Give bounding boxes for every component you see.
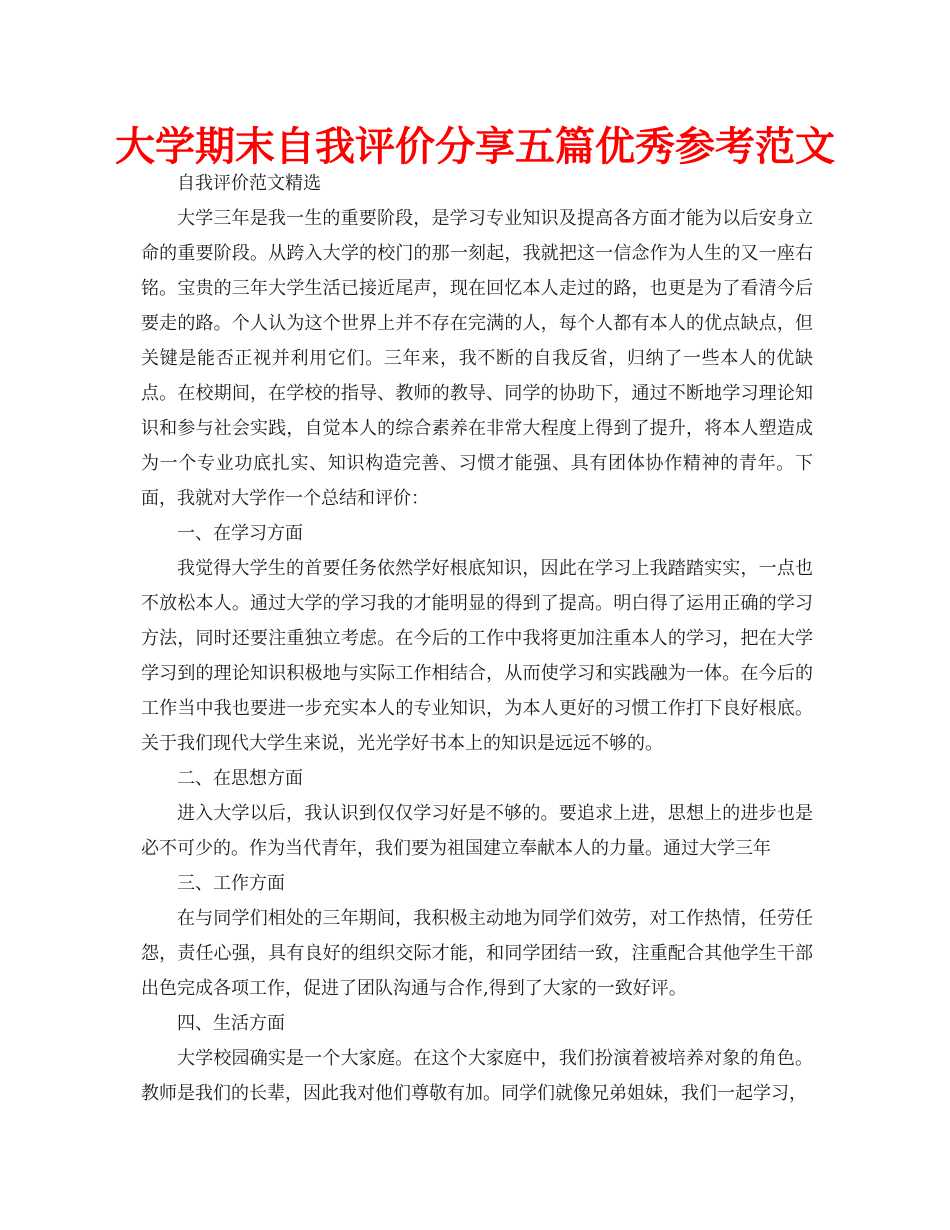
document-body	[141, 166, 813, 1111]
paragraph-study: 我觉得大学生的首要任务依然学好根底知识，因此在学习上我踏踏实实，一点也不放松本人。通过大学的学习我的才能明显的得到了提高。明白得了运用正确的学习方法，同时还要注重独立考虑。在今后的工作中我将更加注重本人的学习，把在大学学习到的理论知识积极地与实际工作相结合，从而使学习和实践融为一体。在今后的工作当中我也要进一步充实本人的专业知识，为本人更好的习惯工作打下良好根底。关于我们现代大学生来说，光光学好书本上的知识是远远不够的。	[141, 558, 813, 754]
heading-thought: 二、在思想方面	[177, 768, 303, 789]
section-subtitle: 自我评价范文精选	[177, 173, 321, 194]
paragraph-thought: 进入大学以后，我认识到仅仅学习好是不够的。要追求上进，思想上的进步也是必不可少的。作为当代青年，我们要为祖国建立奉献本人的力量。通过大学三年	[141, 803, 813, 859]
document-title: 大学期末自我评价分享五篇优秀参考范文	[115, 124, 835, 170]
paragraph-life: 大学校园确实是一个大家庭。在这个大家庭中，我们扮演着被培养对象的角色。教师是我们的长辈，因此我对他们尊敬有加。同学们就像兄弟姐妹，我们一起学习，	[141, 1048, 813, 1104]
paragraph-work: 在与同学们相处的三年期间，我积极主动地为同学们效劳，对工作热情，任劳任怨，责任心强，具有良好的组织交际才能，和同学团结一致，注重配合其他学生干部出色完成各项工作，促进了团队沟通与合作,得到了大家的一致好评。	[141, 908, 813, 999]
heading-work: 三、工作方面	[177, 873, 285, 894]
heading-life: 四、生活方面	[177, 1013, 285, 1034]
paragraph-intro: 大学三年是我一生的重要阶段，是学习专业知识及提高各方面才能为以后安身立命的重要阶段。从跨入大学的校门的那一刻起，我就把这一信念作为人生的又一座右铭。宝贵的三年大学生活已接近尾声，现在回忆本人走过的路，也更是为了看清今后要走的路。个人认为这个世界上并不存在完满的人，每个人都有本人的优点缺点，但关键是能否正视并利用它们。三年来，我不断的自我反省，归纳了一些本人的优缺点。在校期间，在学校的指导、教师的教导、同学的协助下，通过不断地学习理论知识和参与社会实践，自觉本人的综合素养在非常大程度上得到了提升，将本人塑造成为一个专业功底扎实、知识构造完善、习惯才能强、具有团体协作精神的青年。下面，我就对大学作一个总结和评价：	[141, 208, 813, 509]
heading-study: 一、在学习方面	[177, 523, 303, 544]
